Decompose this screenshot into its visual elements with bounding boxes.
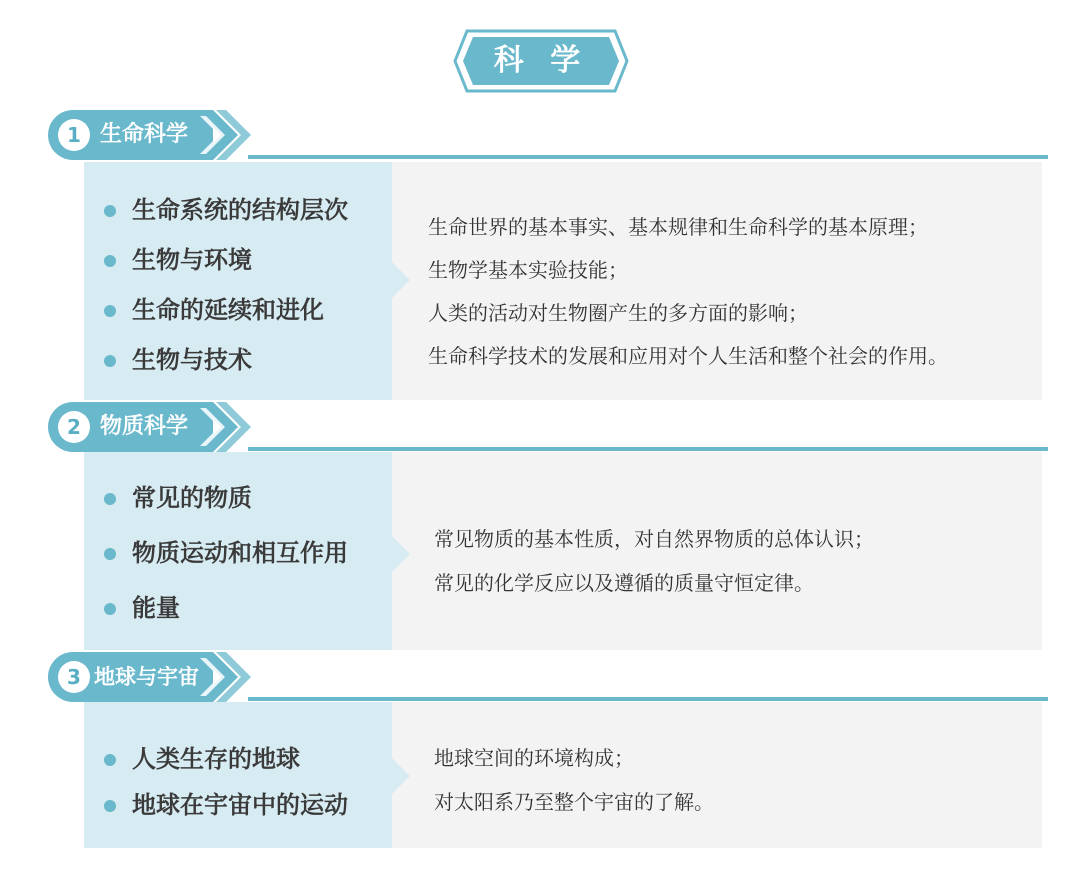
description-line: 对太阳系乃至整个宇宙的了解。 (434, 790, 714, 814)
section-number: 3 (58, 661, 90, 693)
title-badge (453, 28, 629, 94)
description-panel (392, 162, 1042, 400)
section-number: 1 (58, 119, 90, 151)
topics-panel (84, 702, 392, 848)
description-panel (392, 452, 1042, 650)
description-panel (392, 702, 1042, 848)
section-header (48, 110, 1048, 160)
bullet-icon (104, 205, 116, 217)
section-number: 2 (58, 411, 90, 443)
section-body (84, 162, 1042, 400)
description-line: 常见的化学反应以及遵循的质量守恒定律。 (434, 571, 814, 595)
section-header (48, 652, 1048, 702)
topic-item: 人类生存的地球 (102, 739, 348, 785)
section-earth-universe (0, 652, 1080, 848)
section-body (84, 702, 1042, 848)
topics-panel (84, 162, 392, 400)
description-list (434, 736, 714, 824)
description-line: 生命世界的基本事实、基本规律和生命科学的基本原理； (428, 215, 928, 239)
topic-item: 生命的延续和进化 (102, 290, 348, 340)
section-title: 物质科学 (100, 414, 189, 439)
double-chevron-icon (196, 652, 266, 702)
arrow-right-icon (392, 536, 410, 572)
section-title: 地球与宇宙 (94, 665, 199, 689)
section-body (84, 452, 1042, 650)
description-line: 人类的活动对生物圈产生的多方面的影响； (428, 301, 808, 325)
description-list (434, 517, 874, 605)
description-line: 生物学基本实验技能； (428, 258, 628, 282)
section-divider-line (248, 697, 1048, 701)
description-list (428, 206, 948, 378)
section-header (48, 402, 1048, 452)
section-life-science (0, 110, 1080, 400)
page-title: 科 学 (493, 43, 589, 78)
arrow-right-icon (392, 758, 410, 794)
bullet-icon (104, 548, 116, 560)
bullet-icon (104, 255, 116, 267)
bullet-icon (104, 754, 116, 766)
bullet-icon (104, 603, 116, 615)
arrow-right-icon (392, 262, 410, 298)
bullet-icon (104, 800, 116, 812)
section-physical-science (0, 402, 1080, 650)
topic-item: 生命系统的结构层次 (102, 190, 348, 240)
section-divider-line (248, 447, 1048, 451)
topic-item: 常见的物质 (102, 478, 348, 533)
bullet-icon (104, 355, 116, 367)
description-line: 生命科学技术的发展和应用对个人生活和整个社会的作用。 (428, 344, 948, 368)
topic-item: 生物与环境 (102, 240, 348, 290)
double-chevron-icon (196, 110, 266, 160)
topic-list (102, 739, 348, 831)
description-line: 地球空间的环境构成； (434, 746, 634, 770)
double-chevron-icon (196, 402, 266, 452)
topics-panel (84, 452, 392, 650)
topic-list (102, 190, 348, 390)
section-title: 生命科学 (100, 122, 189, 147)
topic-item: 生物与技术 (102, 340, 348, 390)
bullet-icon (104, 305, 116, 317)
topic-item: 地球在宇宙中的运动 (102, 785, 348, 831)
topic-item: 物质运动和相互作用 (102, 533, 348, 588)
topic-list (102, 478, 348, 643)
section-divider-line (248, 155, 1048, 159)
topic-item: 能量 (102, 588, 348, 643)
description-line: 常见物质的基本性质，对自然界物质的总体认识； (434, 527, 874, 551)
bullet-icon (104, 493, 116, 505)
